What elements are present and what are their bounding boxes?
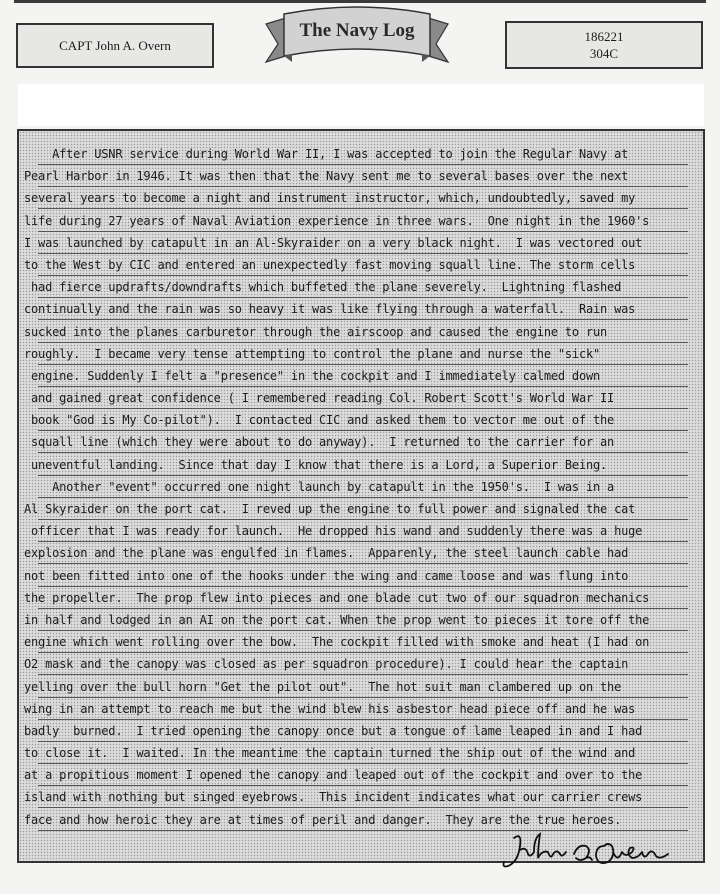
text-line: explosion and the plane was engulfed in flames. Apparenly, the steel launch cable had	[24, 545, 696, 567]
text-line: O2 mask and the canopy was closed as per squadron procedure). I could hear the captain	[24, 656, 696, 678]
text-line: Another "event" occurred one night launch by catapult in the 1950's. I was in a	[24, 479, 696, 501]
text-line: island with nothing but singed eyebrows. This incident indicates what our carrier crews	[24, 789, 696, 811]
id-box	[505, 21, 703, 69]
text-line: not been fitted into one of the hooks under the wing and came loose and was flung into	[24, 568, 696, 590]
text-line: badly burned. I tried opening the canopy once but a tongue of lame leaped in and I had	[24, 723, 696, 745]
text-line: officer that I was ready for launch. He dropped his wand and suddenly there was a huge	[24, 523, 696, 545]
top-rule	[14, 0, 706, 3]
banner-title: The Navy Log	[299, 20, 415, 41]
log-text	[24, 146, 696, 834]
text-line: I was launched by catapult in an Al-Skyraider on a very black night. I was vectored out	[24, 235, 696, 257]
author-name-box	[16, 23, 214, 68]
text-line: yelling over the bull horn "Get the pilot out". The hot suit man clambered up on the	[24, 679, 696, 701]
text-line: squall line (which they were about to do anyway). I returned to the carrier for an	[24, 434, 696, 456]
text-line: had fierce updrafts/downdrafts which buffeted the plane severely. Lightning flashed	[24, 279, 696, 301]
text-line: life during 27 years of Naval Aviation experience in three wars. One night in the 1960's	[24, 213, 696, 235]
id-number: 186221	[584, 29, 624, 44]
text-line: engine. Suddenly I felt a "presence" in the cockpit and I immediately calmed down	[24, 368, 696, 390]
text-line: continually and the rain was so heavy it was like flying through a waterfall. Rain was	[24, 301, 696, 323]
text-line: After USNR service during World War II, I was accepted to join the Regular Navy at	[24, 146, 696, 168]
text-line: and gained great confidence ( I remembered reading Col. Robert Scott's World War II	[24, 390, 696, 412]
text-line: several years to become a night and instrument instructor, which, undoubtedly, saved my	[24, 190, 696, 212]
text-line: to the West by CIC and entered an unexpectedly fast moving squall line. The storm cells	[24, 257, 696, 279]
text-line: uneventful landing. Since that day I know that there is a Lord, a Superior Being.	[24, 457, 696, 479]
text-line: engine which went rolling over the bow. The cockpit filled with smoke and heat (I had on	[24, 634, 696, 656]
text-line: wing in an attempt to reach me but the wind blew his asbestor head piece off and he was	[24, 701, 696, 723]
signature-image	[500, 828, 690, 876]
text-line: Pearl Harbor in 1946. It was then that the Navy sent me to several bases over the next	[24, 168, 696, 190]
blank-strip	[18, 84, 704, 126]
text-line: face and how heroic they are at times of peril and danger. They are the true heroes.	[24, 812, 696, 834]
id-code: 304C	[589, 46, 619, 61]
text-line: to close it. I waited. In the meantime the captain turned the ship out of the wind and	[24, 745, 696, 767]
navy-log-banner	[262, 6, 452, 82]
text-line: book "God is My Co-pilot"). I contacted CIC and asked them to vector me out of the	[24, 412, 696, 434]
text-line: in half and lodged in an AI on the port cat. When the prop went to pieces it tore off the	[24, 612, 696, 634]
text-line: at a propitious moment I opened the canopy and leaped out of the cockpit and over to the	[24, 767, 696, 789]
text-line: the propeller. The prop flew into pieces and one blade cut two of our squadron mechanics	[24, 590, 696, 612]
text-line: roughly. I became very tense attempting to control the plane and nurse the "sick"	[24, 346, 696, 368]
text-line: sucked into the planes carburetor through the airscoop and caused the engine to run	[24, 324, 696, 346]
author-name: CAPT John A. Overn	[59, 37, 171, 53]
text-line: Al Skyraider on the port cat. I reved up the engine to full power and signaled the cat	[24, 501, 696, 523]
